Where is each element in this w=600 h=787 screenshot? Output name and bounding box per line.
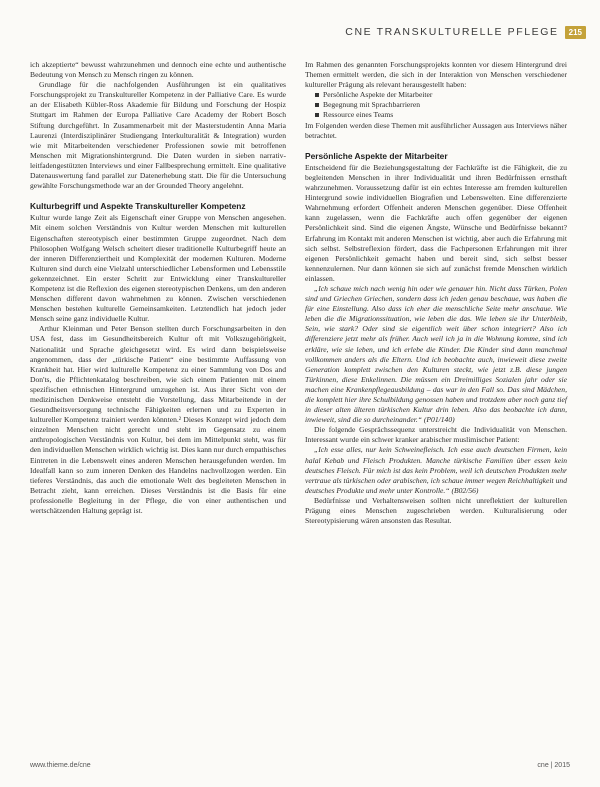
page-number-badge: 215 (565, 26, 586, 39)
paragraph: Im Rahmen des genannten Forschungsprojekts konnten vor diesem Hintergrund drei Themen ermittelt werden, die sich in der Interaktion von Menschen verschiedener kultureller Prägung als relevant herausgestellt haben: (305, 60, 567, 90)
left-column (30, 60, 286, 516)
list-item: Persönliche Aspekte der Mitarbeiter (315, 90, 567, 100)
interview-quote: „Ich esse alles, nur kein Schweinefleisch. Ich esse auch deutschen Firmen, kein halal Kebab und Fleisch Produkten. Manche türkische Familien über essen kein deutsches Fleisch. Für mich ist das kein Problem, weil ich deutschen Produkten mehr vertraue als türkischen oder arabischen, ich schaue immer wegen Reichhaltigkeit und deutsches Produkte und mehr unter Kontrolle.“ (B02/56) (305, 445, 567, 495)
footer-url: www.thieme.de/cne (30, 761, 91, 769)
right-column (305, 60, 567, 526)
footer-issue: cne | 2015 (537, 761, 570, 769)
running-header (300, 22, 586, 42)
interview-quote: „Ich schaue mich nach wenig hin oder wie genauer hin. Nicht dass Türken, Polen sind und Griechen Griechen, sondern dass ich jeden genau beschaue, was haben die für eine Einstellung. Also dass ich eher die menschliche Seite mehr anschaue. Wie leben die die Migrationssituation, wie leben die das. Wie leben sie ihr Unterbleib, Sein, wie stark? Oder sind sie eigentlich weit über schon integriert? Also ich differenziere jetzt mehr als früher. Auch weil ich ja in die Wohnung komme, sind ich erkläre, wie sie leben, und ich erlebe die Kinder. Die Kinder sind dann manchmal vollkommen anders als die Eltern. Und ich beobachte auch, inwieweit diese zweite Generation komplett zwischen den Kulturen steckt, wie jetzt z.B. diese jungen Türkinnen, diese Enkelinnen. Die müssen ein Dreimilliges Sozialen jahr oder sie machen eine Krankenpflegeausbildung – das war in den Fall so. Das sind Mädchen, die komplett hier ihre Schulbildung genossen haben und trotzdem aber noch ganz tief in dieser alten älteren türkischen Kultur drin leben. Also das beobachte ich dann, inwieweit, sind die so durcheinander.“ (P01/140) (305, 283, 567, 425)
paragraph: Kultur wurde lange Zeit als Eigenschaft einer Gruppe von Menschen angesehen. Mit einem solchen Verständnis von Kultur werden Menschen mit kulturellen Eigenschaften stereotypisch einer bestimmten Gruppe zugeordnet. Nach dem Philosophen Wolfgang Welsch scheitert dieser traditionelle Kulturbegriff heute an der inneren Differenziertheit und Komplexität der modernen Kulturen. Moderne Kulturen sind durch eine Vielzahl unterschiedlicher Lebensformen und Lebensstile gekennzeichnet. Ein erster Schritt zur Entwicklung einer Transkultureller Kompetenz ist die Reflexion des eigenen stereotypischen Denkens, um den anderen Menschen different davon wahrnehmen zu können. Zwischen verschiedenen Menschen bestehen kulturelle Gemeinsamkeiten. Letztendlich hat jedoch jeder Mensch seine ganz individuelle Kultur. (30, 213, 286, 324)
paragraph: Bedürfnisse und Verhaltensweisen sollten nicht unreflektiert der kulturellen Prägung eines Menschen zugeschrieben werden. Kulturalisierung oder Stereotypisierung wären ansonsten das Resultat. (305, 495, 567, 526)
section-heading: Kulturbegriff und Aspekte Transkultureller Kompetenz (30, 201, 246, 212)
paragraph: Arthur Kleinman und Peter Benson stellten durch Forschungsarbeiten in den USA fest, dass im Gesundheitsbereich Kultur oft mit Volkszugehörigkeit, Nationalität und Sprache gleichgesetzt wird. Es wird dann beispielsweise angenommen, dass der „türkische Patient“ eine bestimmte Auffassung von Krankheit hat. Hier wird kulturelle Kompetenz zu einer Sammlung von Dos and Don'ts, die Pflichtenkatalog beschreiben, wie sich einem Patienten mit einem spezifischen ethnischen Hintergrund umzugehen ist. Aus ihrer Sicht von der medizinischen Denkweise entsteht die Vorstellung, dass Mitarbeitende in der Gesundheitsversorgung technische Fähigkeiten erlernen und zu Experten in kultureller Kompetenz trainiert werden könnten.² Dieses Konzept wird jedoch dem einzelnen Menschen nicht gerecht und steht im Gegensatz zu einem anthropologischen Verständnis von Kultur, bei dem im Mittelpunkt steht, was für den individuellen Menschen wirklich wichtig ist. Dies kann nur durch empathisches Eintreten in die Lebenswelt eines anderen Menschen herausgefunden werden. Im Idealfall kann so zum inneren Denken des Handelns nachvollzogen werden. Ein tieferes Verständnis, das auch die emotionale Welt des begleiteten Menschen in Betracht zieht, kann erreichen. Dieses Verständnis ist die Basis für eine professionelle Begleitung in der Pflege, die von einer authentischen und wertschätzenden Haltung geprägt ist. (30, 324, 286, 516)
list-item: Ressource eines Teams (315, 110, 567, 120)
section-title: CNE TRANSKULTURELLE PFLEGE (345, 26, 559, 38)
paragraph: Grundlage für die nachfolgenden Ausführungen ist ein qualitatives Forschungsprojekt zu Transkultureller Kompetenz in der Palliative Care. Es wurde an der Elisabeth Kübler-Ross Akademie für Bildung und Forschung der Hospiz Stuttgart im Rahmen der Europa Palliative Care Academy der Robert Bosch Stiftung durchgeführt. In Zusammenarbeit mit der Masterstudentin Anna Maria Laurenzi (Interdisziplinärer Studiengang Interkulturalität & Integration) wurden wie mit Mitarbeitenden verschiedener Professionen sowie mit betroffenen Menschen mit Migrationshintergrund. Die Daten wurden in sieben narrativ-leitfadengestützten Interviews und einer Fallbesprechung ermittelt. Eine qualitative Datenauswertung fand parallel zur Datenerhebung statt. Die für die Untersuchung gewählte Forschungsmethode war an der Grounded Theory angelehnt. (30, 80, 286, 191)
page-footer (30, 759, 570, 771)
bullet-list (305, 90, 567, 120)
paragraph: Entscheidend für die Beziehungsgestaltung der Fachkräfte ist die Fähigkeit, die zu begleitenden Menschen in ihrer Individualität und ihren Bedürfnissen ernsthaft wahrzunehmen. Voraussetzung dafür ist ein echtes Interesse am fremden kulturellen Hintergrund sowie individuellen Biografien und Lebenswelten. Eine differenzierte Wahrnehmung erfordert Offenheit anderen Menschen gegenüber. Diese Offenheit kann zugelassen, wenn die Fachkräfte auch offen gegenüber der eigenen Persönlichkeit sind. Sind die eigenen Ängste, Wünsche und Bedürfnisse bekannt? Erfahrung im Kontakt mit anderen Menschen ist wichtig, aber auch die Erfahrung mit sich selbst. Selbstreflexion fördert, dass die Fachpersonen Erfahrungen mit ihrer eigenen Persönlichkeit gemacht haben und bereit sind, sich selbst besser kennenzulernen. Nur dann können sie sich auf zunächst fremde Menschen wirklich einlassen. (305, 162, 567, 283)
list-item: Begegnung mit Sprachbarrieren (315, 100, 567, 110)
paragraph: ich akzeptierte“ bewusst wahrzunehmen und dennoch eine echte und authentische Bedeutung von Mensch zu Mensch ringen zu können. (30, 60, 286, 80)
paragraph: Die folgende Gesprächssequenz unterstreicht die Individualität von Menschen. Interessant wurde ein schwer kranker arabischer muslimischer Patient: (305, 425, 567, 445)
paragraph: Im Folgenden werden diese Themen mit ausführlicher Aussagen aus Interviews näher betrachtet. (305, 120, 567, 140)
section-heading: Persönliche Aspekte der Mitarbeiter (305, 150, 448, 161)
